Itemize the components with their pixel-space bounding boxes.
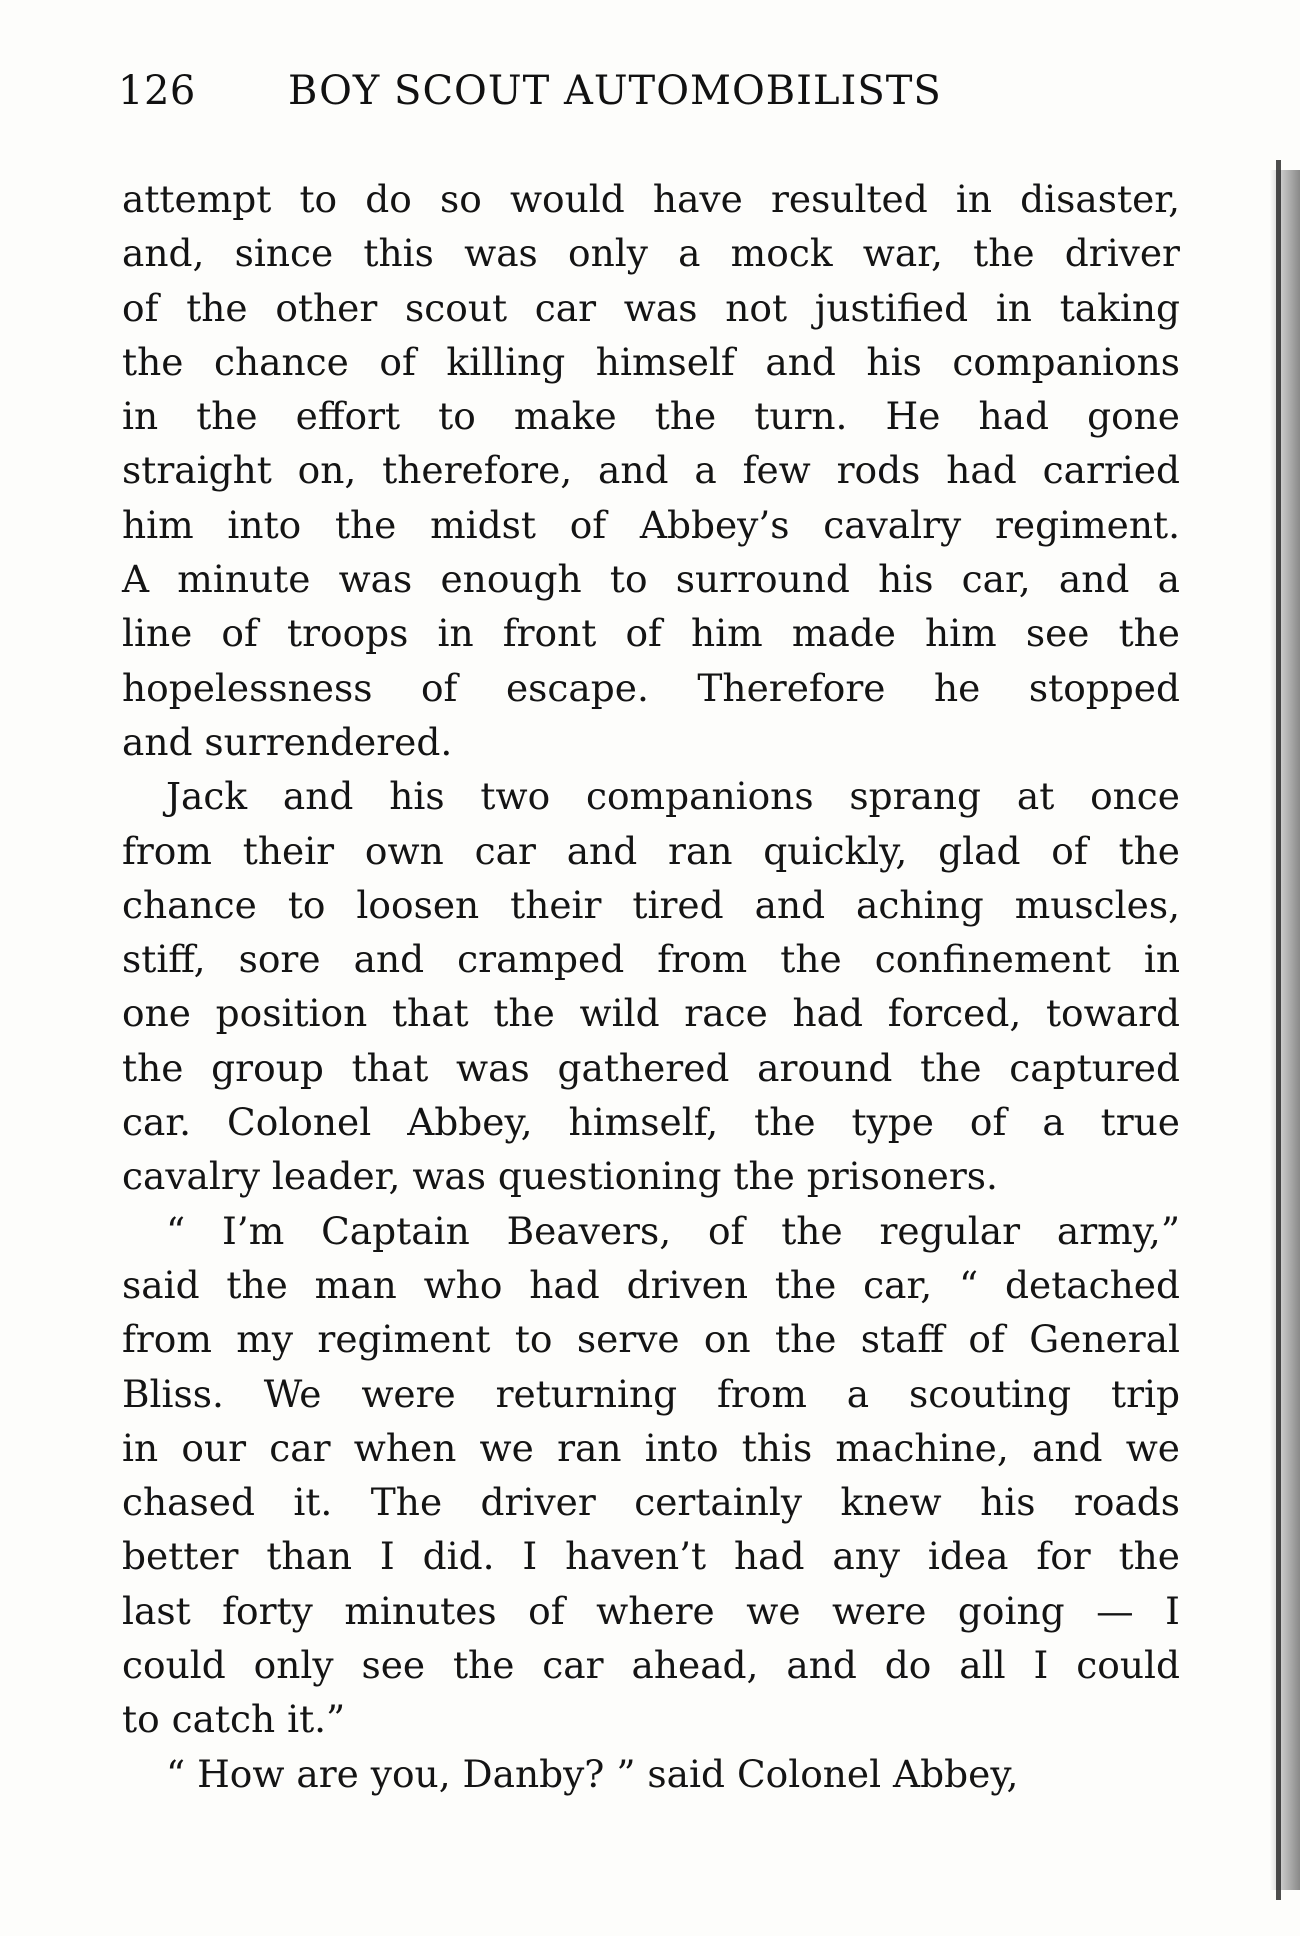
running-head: BOY SCOUT AUTOMOBILISTS xyxy=(288,68,942,114)
text-line: of the other scout car was not justified in taking xyxy=(122,285,1180,330)
text-line: and surrendered. xyxy=(122,719,453,764)
binding-edge-line xyxy=(1276,160,1281,1900)
text-line: could only see the car ahead, and do all I could xyxy=(122,1643,1180,1688)
text-line: said the man who had driven the car, “ detached xyxy=(122,1262,1180,1307)
text-line: car. Colonel Abbey, himself, the type of a true xyxy=(122,1100,1180,1145)
text-line: Bliss. We were returning from a scouting trip xyxy=(122,1371,1180,1416)
paragraph xyxy=(122,1747,1180,1801)
text-line: from their own car and ran quickly, glad of the xyxy=(122,828,1180,873)
text-line: the group that was gathered around the captured xyxy=(122,1045,1180,1090)
text-line: and, since this was only a mock war, the driver xyxy=(122,231,1180,276)
binding-shadow xyxy=(1270,170,1300,1890)
text-line: A minute was enough to surround his car, and a xyxy=(122,557,1180,602)
text-line: last forty minutes of where we were going — I xyxy=(122,1588,1180,1633)
text-line: chased it. The driver certainly knew his roads xyxy=(122,1480,1180,1525)
text-line: him into the midst of Abbey’s cavalry regiment. xyxy=(122,502,1180,547)
text-line: to catch it.” xyxy=(122,1697,346,1742)
text-line: in the effort to make the turn. He had gone xyxy=(122,394,1180,439)
text-line: from my regiment to serve on the staff of General xyxy=(122,1317,1180,1362)
text-line: Jack and his two companions sprang at once xyxy=(166,774,1180,819)
text-line: the chance of killing himself and his companions xyxy=(122,339,1180,384)
text-line: stiff, sore and cramped from the confinement in xyxy=(122,937,1180,982)
text-line: chance to loosen their tired and aching muscles, xyxy=(122,882,1180,927)
text-line: “ I’m Captain Beavers, of the regular army,” xyxy=(166,1208,1180,1253)
paragraph xyxy=(122,1204,1180,1747)
text-line: better than I did. I haven’t had any idea for the xyxy=(122,1534,1180,1579)
text-line: attempt to do so would have resulted in disaster, xyxy=(122,177,1180,221)
text-line: straight on, therefore, and a few rods had carried xyxy=(122,448,1180,493)
body-text xyxy=(122,172,1180,1801)
page-number: 126 xyxy=(118,68,196,114)
text-line: line of troops in front of him made him see the xyxy=(122,611,1180,656)
text-line: hopelessness of escape. Therefore he stopped xyxy=(122,665,1180,710)
paragraph xyxy=(122,769,1180,1203)
text-line: in our car when we ran into this machine, and we xyxy=(122,1425,1180,1470)
text-line: “ How are you, Danby? ” said Colonel Abbey, xyxy=(166,1751,1019,1796)
paragraph xyxy=(122,172,1180,769)
page-header xyxy=(118,68,1178,128)
text-line: one position that the wild race had forced, toward xyxy=(122,991,1180,1036)
text-line: cavalry leader, was questioning the prisoners. xyxy=(122,1154,998,1199)
